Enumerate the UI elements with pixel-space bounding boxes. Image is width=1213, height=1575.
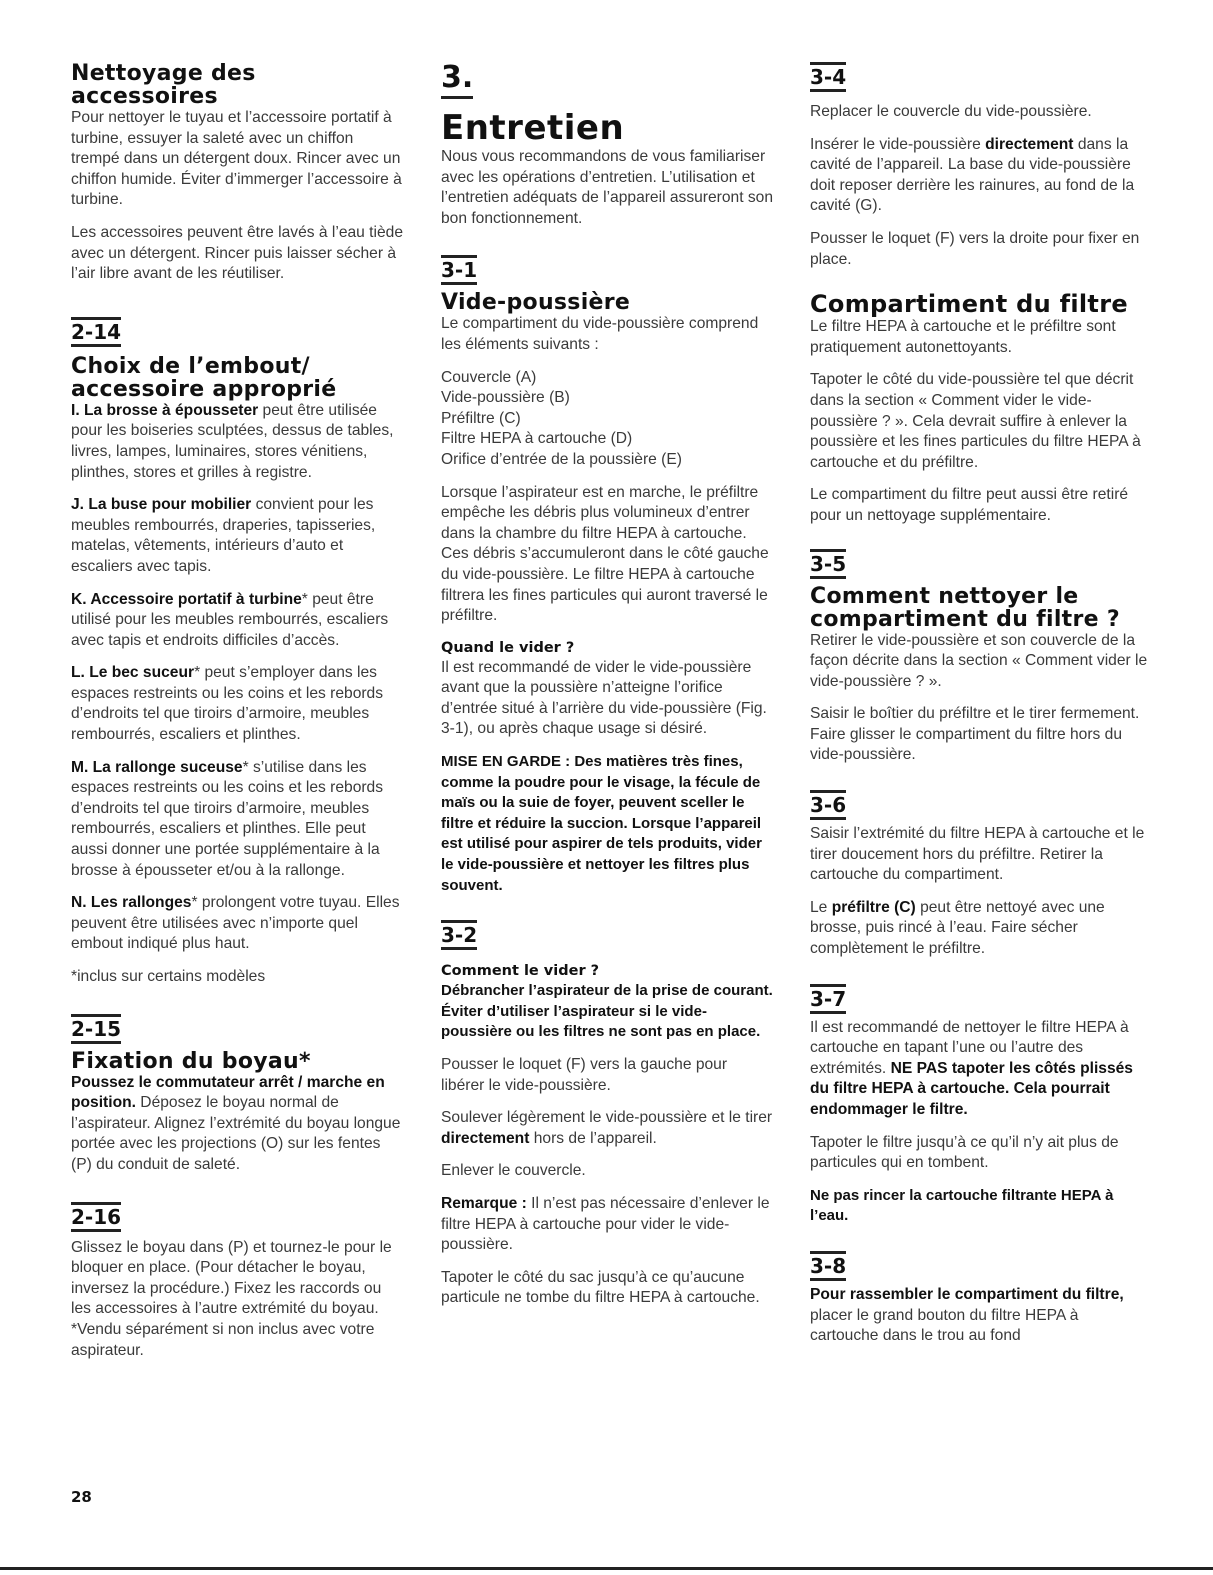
unplug-warning: Débrancher l’aspirateur de la prise de courant. Éviter d’utiliser l’aspirateur si le vide-poussière ou les filtres ne sont pas en place.: [441, 982, 773, 1041]
paragraph: Saisir l’extrémité du filtre HEPA à cartouche et le tirer doucement hors du préfiltre. Retirer la cartouche du compartiment.: [810, 825, 1145, 884]
paragraph: Lorsque l’aspirateur est en marche, le préfiltre empêche les débris plus volumineux d’entrer dans la chambre du filtre HEPA à cartouche. Ces débris s’accumuleront dans le côté gauche du vide-poussière. Le filtre HEPA à cartouche filtrera les fines particules qui auront traversé le préfiltre.: [441, 483, 769, 625]
footnote: *Vendu séparément si non inclus avec votre aspirateur.: [71, 1320, 375, 1359]
page-bottom-rule: [0, 1567, 1213, 1570]
paragraph: Replacer le couvercle du vide-poussière.: [810, 103, 1092, 120]
list-item: Vide-poussière (B): [441, 389, 570, 407]
section-number: 3-1: [441, 255, 477, 285]
paragraph: Nous vous recommandons de vous familiariser avec les opérations d’entretien. L’utilisation et l’entretien adéquats de l’appareil assureront son bon fonctionnement.: [441, 148, 774, 227]
subheading-when-to-empty: Quand le vider ?: [441, 639, 575, 656]
warning: Ne pas rincer la cartouche filtrante HEPA à l’eau.: [810, 1186, 1114, 1225]
text: Insérer le vide-poussière: [810, 135, 986, 153]
item-l: [71, 663, 403, 745]
section-number: 2-15: [71, 1014, 121, 1044]
paragraph: Tapoter le côté du vide-poussière tel que décrit dans la section « Comment vider le vide-poussière ? ». Cela devrait suffire à enlever la poussière et les fines particules du filtre HEPA à cartouche et du préfiltre.: [810, 371, 1141, 471]
text: Le: [810, 898, 832, 916]
section-number: 2-14: [71, 317, 121, 347]
bold-text: NE PAS tapoter les côtés plissés du filtre HEPA à cartouche. Cela pourrait endommager le filtre.: [810, 1059, 1133, 1118]
item-label: J. La buse pour mobilier: [71, 496, 252, 514]
item-label: I. La brosse à épousseter: [71, 401, 259, 419]
paragraph: [810, 1018, 1150, 1121]
bold-text: directement: [441, 1129, 530, 1147]
section-number: 3-7: [810, 984, 846, 1014]
item-text: peut être utilisée pour les boiseries sculptées, dessus de tables, livres, lampes, luminaires, stores vénitiens, plinthes, stores et grilles à registre.: [71, 401, 394, 481]
paragraph: Retirer le vide-poussière et son couvercle de la façon décrite dans la section « Comment vider le vide-poussière ? ».: [810, 631, 1148, 690]
text: Déposez le boyau normal de l’aspirateur. Alignez l’extrémité du boyau longue portée avec les projections (O) sur les fentes (P) du conduit de saleté.: [71, 1094, 401, 1173]
section-title-dust-bin: Vide-poussière: [441, 290, 631, 316]
text: dans la cavité de l’appareil. La base du vide-poussière doit reposer derrière les rainures, au fond de la cavité (G).: [810, 135, 1135, 215]
section-number: 3-4: [810, 62, 846, 92]
bold-text: Poussez le commutateur arrêt / marche en position.: [71, 1073, 385, 1112]
text: peut être nettoyé avec une brosse, puis rincé à l’eau. Faire sécher complètement le préfiltre.: [810, 898, 1105, 958]
paragraph: Le filtre HEPA à cartouche et le préfiltre sont pratiquement autonettoyants.: [810, 318, 1116, 356]
section-number: 3-2: [441, 920, 477, 950]
list-item: Filtre HEPA à cartouche (D): [441, 430, 633, 448]
paragraph: Le compartiment du vide-poussière comprend les éléments suivants :: [441, 315, 759, 353]
paragraph: Saisir le boîtier du préfiltre et le tirer fermement. Faire glisser le compartiment du filtre hors du vide-poussière.: [810, 705, 1140, 764]
chapter-number: 3.: [441, 62, 473, 99]
section-title-filter-compartment: Compartiment du filtre: [810, 290, 1128, 319]
column-middle: [441, 62, 773, 1321]
paragraph: [810, 1285, 1150, 1347]
paragraph: Pousser le loquet (F) vers la gauche pour libérer le vide-poussière.: [441, 1056, 728, 1094]
paragraph: [441, 1194, 773, 1256]
page-number: 28: [71, 1488, 92, 1506]
paragraph: Les accessoires peuvent être lavés à l’eau tiède avec un détergent. Rincer puis laisser sécher à l’air libre avant de les réutiliser.: [71, 223, 403, 283]
item-label: N. Les rallonges: [71, 894, 192, 912]
list-item: Préfiltre (C): [441, 409, 521, 427]
bold-text: Pour rassembler le compartiment du filtre,: [810, 1285, 1124, 1303]
component-list: [441, 368, 773, 471]
item-label: K. Accessoire portatif à turbine: [71, 590, 302, 608]
paragraph: Il est recommandé de vider le vide-poussière avant que la poussière n’atteigne l’orifice d’entrée situé à l’arrière du vide-poussière (Fig. 3-1), ou après chaque usage si désiré.: [441, 658, 767, 738]
text: hors de l’appareil.: [529, 1129, 657, 1147]
item-text: * prolongent votre tuyau. Elles peuvent être utilisées avec n’importe quel embout indiqué plus haut.: [71, 894, 400, 953]
paragraph: [810, 898, 1150, 960]
section-number: 3-6: [810, 790, 846, 820]
section-title-cleaning-accessories: Nettoyage des accessoires: [71, 61, 256, 109]
item-text: * peut s’employer dans les espaces restreints ou les coins et les rebords d’endroits tel que tiroirs d’armoire, meubles rembourrés, escaliers et plinthes.: [71, 664, 384, 744]
paragraph: Glissez le boyau dans (P) et tournez-le pour le bloquer en place. (Pour détacher le boyau, inversez la procédure.) Fixez les raccords ou les accessoires à l’autre extrémité du boyau.: [71, 1238, 392, 1318]
bold-text: directement: [985, 135, 1074, 153]
list-item: Orifice d’entrée de la poussière (E): [441, 450, 682, 468]
bold-text: préfiltre (C): [831, 898, 916, 916]
section-title-hose-attachment: Fixation du boyau*: [71, 1048, 311, 1074]
item-text: * s’utilise dans les espaces restreints ou les coins et les rebords d’endroits tel que tiroirs d’armoire, meubles rembourrés, escaliers et plinthes. Elle peut aussi donner une portée supplémentaire à la brosse à épousseter et/ou à la rallonge.: [71, 758, 384, 879]
section-number: 3-5: [810, 549, 846, 579]
item-n: [71, 893, 403, 955]
section-title-attachment-choice: Choix de l’embout/ accessoire approprié: [71, 353, 337, 402]
paragraph: Pour nettoyer le tuyau et l’accessoire portatif à turbine, essuyer la saleté avec un chiffon trempé dans un détergent doux. Rincer avec un chiffon humide. Éviter d’immerger l’accessoire à turbine.: [71, 109, 402, 209]
item-j: [71, 495, 403, 577]
column-right: [810, 62, 1150, 1359]
paragraph: Enlever le couvercle.: [441, 1162, 586, 1180]
text: placer le grand bouton du filtre HEPA à cartouche dans le trou au fond: [810, 1306, 1079, 1345]
item-k: [71, 590, 403, 652]
warning: MISE EN GARDE : Des matières très fines, comme la poudre pour le visage, la fécule de maïs ou la suie de foyer, peuvent sceller le filtre et réduire la succion. Lorsque l’appareil est utilisé pour aspirer de tels produits, vider le vide-poussière et nettoyer les filtres plus souvent.: [441, 753, 762, 894]
item-m: [71, 758, 403, 882]
item-text: * peut être utilisé pour les meubles rembourrés, escaliers avec tapis et endroits difficiles d’accès.: [71, 590, 389, 649]
item-text: convient pour les meubles rembourrés, draperies, tapisseries, matelas, vêtements, intérieurs d’auto et escaliers avec tapis.: [71, 496, 376, 575]
text: Il est recommandé de nettoyer le filtre HEPA à cartouche en tapant l’une ou l’autre des extrémités.: [810, 1018, 1129, 1077]
item-label: L. Le bec suceur: [71, 664, 195, 682]
paragraph: [71, 1073, 403, 1176]
paragraph: [441, 1108, 773, 1149]
text: Il n’est pas nécessaire d’enlever le filtre HEPA à cartouche pour vider le vide-poussière.: [441, 1194, 770, 1254]
chapter-title: Entretien: [441, 108, 625, 148]
column-left: [71, 62, 403, 1373]
remark-label: Remarque :: [441, 1194, 527, 1212]
list-item: Couvercle (A): [441, 368, 537, 386]
footnote: *inclus sur certains modèles: [71, 968, 266, 985]
item-i: [71, 401, 403, 483]
text: Soulever légèrement le vide-poussière et le tirer: [441, 1109, 773, 1127]
paragraph: Tapoter le filtre jusqu’à ce qu’il n’y ait plus de particules qui en tombent.: [810, 1133, 1119, 1172]
paragraph: [810, 135, 1150, 217]
paragraph: Le compartiment du filtre peut aussi être retiré pour un nettoyage supplémentaire.: [810, 486, 1129, 524]
section-title-how-to-clean: Comment nettoyer le compartiment du filtre ?: [810, 583, 1120, 632]
section-number: 2-16: [71, 1202, 121, 1232]
item-label: M. La rallonge suceuse: [71, 758, 243, 776]
subheading-how-to-empty: Comment le vider ?: [441, 963, 600, 980]
paragraph: Tapoter le côté du sac jusqu’à ce qu’aucune particule ne tombe du filtre HEPA à cartouche.: [441, 1268, 760, 1307]
paragraph: Pousser le loquet (F) vers la droite pour fixer en place.: [810, 229, 1140, 268]
section-number: 3-8: [810, 1251, 846, 1281]
